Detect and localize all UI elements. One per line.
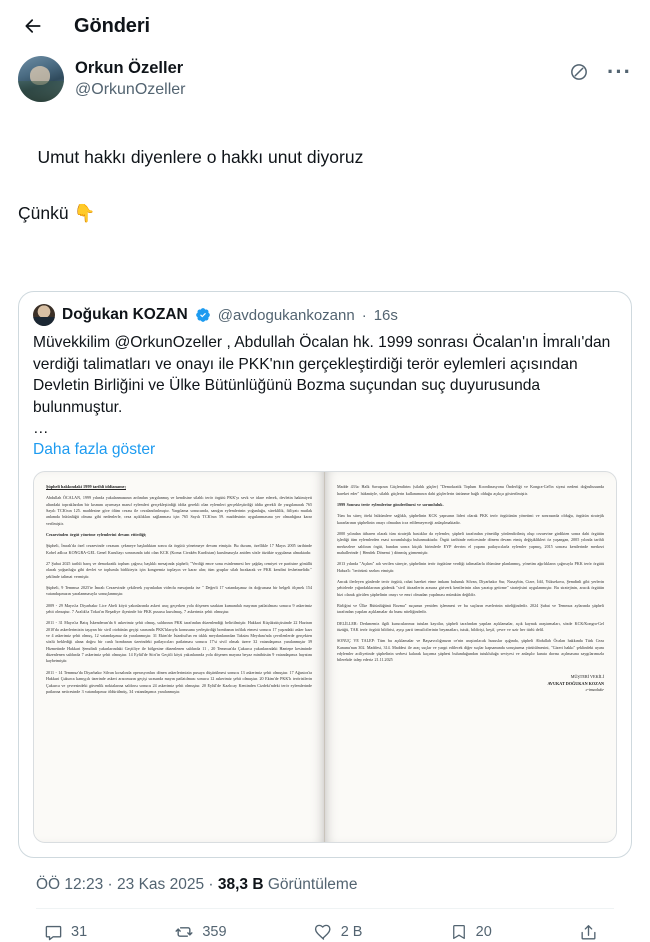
quoted-tweet-text: Müvekkilim @OrkunOzeller , Abdullah Öcalan hk. 1999 sonrası Öcalan'ın İmralı'dan verdiği talimatları ve onayı ile PKK'nın gerçekleştirdiği terör eylemleri açısından Devletin Birliğini ve Ülke Bütünlüğünü Bozma suçundan suç duyurusunda bulunmuştur. — [33, 334, 611, 416]
document-signature-esign: e-imzalıdır — [585, 687, 604, 693]
document-right-paragraph: Madde 43'üc Halk Savaşının Güçlendirim (silahlı güçler) "Demokratik Toplum Koordinasyonu Önderliği ve Kongra-Gel'in siyasi nedeni doğrultusunda hareket eder" hükmüyle, silahlı güçlerin kullanımının dahi güçlerlerin üstünme bağlı olduğu açıkça gösterilmiştir. — [337, 484, 604, 496]
document-left-paragraph: Şüpheli, 9 Temmuz 2025'te İmralı Cezaevinde çekilerek yayınladan videolu mesajında ise " Değerli 17 vatandaşımız öz doğrusuna bir belgeli ölçmek 154 vatandaşımızın yaralanmasıyla sonuçlanmıştır. — [46, 585, 312, 597]
document-left-paragraph: Cezaevinden örgüt yönetme eylemlerini devam ettirdiği; — [46, 531, 147, 537]
author-handle[interactable]: @OrkunOzeller — [75, 81, 186, 99]
views-label: Görüntüleme — [267, 876, 358, 894]
document-left-title: Şüpheli hakkındaki 1999 tarihli iddianame; — [46, 484, 126, 490]
tweet-text — [18, 120, 632, 275]
tweet-time: ÖÖ 12:23 — [36, 876, 104, 894]
page-title: Gönderi — [74, 14, 150, 37]
document-left-paragraph: 27 Şubat 2025 tarihli barış ve demokratik toplum çağrısı; başlıklı mesajında şüpheli; "Verdiği emre sonu esinlenmesi her çağdaş cemiyet ve partisine gönüllü olarak yoğunluğu gibi devlet ve toplumla birlikteyiz için kongremiz toplayın ve karar alın; tüm gruplar silah bırakarak ve PKK kendini feshetmelidir." şeklinde talimat vermiştir. — [46, 561, 312, 579]
document-page-right — [325, 472, 616, 842]
comment-icon — [44, 923, 63, 942]
author-names — [75, 56, 558, 101]
document-signature-label: MÜŞTERİ VEKİLİ — [570, 673, 604, 679]
document-section-heading: SONUÇ VE TALEP — [337, 638, 374, 644]
document-right-paragraph: 2013 yılında "Açılım" adı verilen süreçte, şüphelinin terör örgütüne verdiği talimatlarla ölümüne planlanmış, yönetim ağırlıkların çağrısıyla PKK terör örgütü Habza'lı "terörünü sezlım etmiştir. — [337, 561, 604, 573]
document-signature — [337, 674, 604, 694]
quoted-avatar[interactable] — [33, 304, 55, 326]
verified-badge-icon — [195, 307, 211, 323]
top-bar — [0, 0, 650, 52]
tweet-meta — [18, 858, 632, 894]
meta-separator-1: · — [107, 876, 113, 894]
quoted-separator: · — [361, 306, 367, 324]
tweet-text-line2: Çünkü 👇 — [18, 202, 96, 223]
document-left-paragraph: Abdullah ÖCALAN, 1999 yılında yakalanmasının ardından yargılanmış ve kendisine silahlı terör örgütü PKK'yı sevk ve idare ederek, devletin hakimiyeti altındaki topraklardan bir kısmını ayırmaya maruf eylemleri gerçekleştirdiği iddia gerekli olan eylemleri gerçekleştirdiği iddia gerekli ile yargılanarak 765 Sayılı TCK'nın 125. maddesine göre ölüm cezası ile cezalandırılmıştır. Yargılama sonucunda, sanığın eylemlerinin yoğunluğu, süreklilik, fiiliyatı mutlak anlamda bütünlüğü olması gibi nedenlerle, ceza açıklıkları sağlanması için 765 Sayılı TCK'nın 59. maddesinin uygulanmasına yer olmadığına karar verilmiştir. — [46, 495, 312, 526]
bookmark-count: 20 — [475, 924, 492, 941]
document-section-text: : Derkmemiz ilgili kurucularımız tutulan kayıtlar, şüpheli tarafından yapılan açıklamalar, açık kaynak araştırmaları, sözde KCK/Kongra-Gel tüzüğü, TAK terör örgütü bildirisi, ayışı parti temsilcilerinin beyanatları, tutuk, bildirişi, keşif, çevre ve uzir her türlü delil. — [337, 620, 604, 633]
bookmark-button[interactable] — [450, 923, 492, 941]
quoted-handle[interactable]: @avdogukankozann — [217, 306, 355, 324]
tweet-text-line1: Umut hakkı diyenlere o hakkı unut diyoruz — [37, 146, 364, 167]
author-display-name[interactable]: Orkun Özeller — [75, 59, 184, 77]
document-section-text: : Tüm bu açıklamalar ve Başsavcılığınızın ce'nin araştırılacak hususlar ışığında, şüpheli Abdullah Öcalan hakkında Türk Ceza Kanunu'nun 302. Maddesi, 314. Maddesi ile araç suçlar ve yargıt edilecek diğer suçlar kapsamında soruşturma yürütülmesini, "Gizeri hakkı" şeklindeki uyanı edylemler aciliyetinde şüphelinin serbest kalarak kaçırma şüphesi bulunduğundan tutukluluğa seviyesi ve anlaşılır kanıta davası açılmasına saygılarımızla bilerekde talep ederiz 21.11.2025 — [337, 638, 604, 663]
meta-separator-2: · — [208, 876, 214, 894]
back-button[interactable] — [18, 11, 48, 41]
like-button[interactable] — [314, 923, 363, 942]
document-left-paragraph: Şüpheli, İmralı'da özel cezaevinde cezasını çekmeye başladıktan sonra da örgütü yönetmeye devam etmiştir. Bu durum, özellikle 17 Mayıs 2005 tarihinde Kobel adlıca KONGRA-GEL Genel Kurultayı sonrasında tabi olan KCK (Koma Civakên Kurdistan) kurulmasıyla aniden sözle tüzükte uygulama almaktadır. — [46, 543, 312, 555]
tweet-header-actions — [569, 56, 632, 82]
grok-icon[interactable] — [569, 62, 589, 82]
repost-button[interactable] — [174, 922, 226, 942]
document-left-paragraph: 2009 - 29 Mayıs'ta Diyarbakır Lice Abeli köyü yakınlarında askeri araç geçerken yola döşenen uzaktan kumandalı mayının patlatılması sonucu 9 askerimiz şehit olmuştur. 7 Aralık'ta Tokat'ın Reşadiye ilçesinde bir PKK pususu kurulmuş, 7 askerimiz şehit olmuştur. — [46, 602, 312, 615]
author-row — [18, 52, 632, 102]
document-image[interactable] — [33, 471, 617, 843]
quoted-tweet-header — [19, 292, 631, 326]
arrow-left-icon — [23, 16, 43, 36]
like-count: 2 B — [340, 924, 363, 941]
heart-icon — [314, 923, 333, 942]
reply-count: 31 — [71, 924, 88, 941]
avatar[interactable] — [18, 56, 64, 102]
quoted-tweet-card[interactable] — [18, 291, 632, 858]
document-right-paragraph: Birliğini ve Ülke Bütünlüğünü Bozma" suçunun yeniden işlenmesi ve bu suçların eserlerinin niteliğindedir. 2024 Şubat ve Temmuz aylarında şüpheli tarafından yapılan açıklamalar da bunu niteliğindedir. — [337, 603, 604, 615]
document-page-left — [34, 472, 325, 842]
share-icon — [579, 923, 598, 942]
document-section-heading: DELİLLER — [337, 620, 357, 626]
quoted-timestamp: 16s — [373, 306, 398, 324]
document-left-paragraph: 2011 - 14 Temmuz'da Diyarbakır Silvan kırsalında operasyonları dönen askerlerimizin pusuya düşürülmesi sonucu 13 askerimiz şehit olmuştur. 17 Ağustos'ta Hakkari Çukurca kanışçılı üzerinde askeri aracımızın geçişi sırasında mayın patlatılması sonucu 12 askerimiz şehit olmuştur. 20 Ekim'de PKK'lı teröristlerin Çukurca ve çevresindeki güvenlik noktalarına saldırısı sonucu 24 askerimiz şehit olmuştur. 20 Eylül'de Kazlıcay Kentinden Cizdeki'ndeki terör eylemlerinde patlarına neticesinde 3 vatandaşımız öldürülmüş, 34 vatandaşımız yaralanmıştır. — [46, 669, 312, 694]
more-options-icon[interactable]: ··· — [607, 59, 632, 84]
document-right-paragraph: 1999 Sonrası terör eylemlerine gönderilmesi ve sorumluluk. — [337, 501, 444, 507]
document-left-paragraph: 2011 - 31 Mayıs'ta Batış İskenderun'da 6 askerimiz şehit olmuş, saldırının PKK tarafından düzenlendiği belirtilmiştir. Hakkari Küçüksütçüsünde 22 Haziran 2010'da askerlerimizin taşıyan bir sivil otobüsün geçişi sırasında PKK'lılarıyla konusuna yerleştirdiği bombanın infilak etmesi sonucu 17 yaşındaki asker kazı ve 4 askerimiz şehit olmuş, 12 vatandaşımız da yaralanmıştır. 31 Ekim'de İstanbul'un en tıklık meydanlarından Taksim Meydanı'nda çevrilenlerde gerçekten sözlü beklediği alana doğru bir canlı bombanın üzerindeki patlayıcıları patlatması sonucu 17'si sivil olmak üzere 32 vatandaşımız yaralanmıştır 39 Hizmetinde Hakkari Şemdinli yakınlarındaki Geçitliye ile bölgesine düzenlenen saldırıda 11 , 20 Temmuz'da Çukurca yakınlarındaki Hantepe kesiminde düzenlenen saldırıda 7 askerimiz şehit olmuştur. 14 Eylül'de Siirt'in Geçitli köyü yakınlarında yola döşenen mayına beyaz minibüsün 9 vatandaşımız hayatını kaybetmiştir. — [46, 620, 312, 664]
quoted-display-name[interactable]: Doğukan KOZAN — [62, 306, 188, 324]
bookmark-icon — [450, 923, 468, 941]
tweet-date: 23 Kas 2025 — [117, 876, 205, 894]
document-signature-name: AVUKAT DOĞUKAN KOZAN — [547, 680, 604, 686]
document-right-paragraph: Tüm bu süreç öteki hükümlere sağlıklı, şüphelinin KCK yapısının lideri olarak PKK terör örgütünün yönetimi ve sonrasında olduğu, örgütün stratejik kararlarının şüphelinin onayı olmadan icra edilemeyeceği anlaşılmaktadır. — [337, 513, 604, 525]
reply-button[interactable] — [44, 923, 87, 942]
quoted-text-ellipsis: … — [33, 420, 50, 438]
show-more-link[interactable]: Daha fazla göster — [33, 441, 156, 459]
action-bar — [18, 909, 632, 942]
document-right-paragraph: Ancak ilerleyen günlerde terör örgütü, rahat hareket etme imkanı bulunuk Silvan, Diyarbakır Sur, Nusaybin, Cizre, İdil, Yüksekova, Şemdinli gibi yerlerin şehirlerde yığındaklarının güdenik "sivil itiraatlerin arasına giriverk kentlerinin alan yaratıp getirme" stratejisini uygulanmıştır. Bu stratejinin, aracık örgütün bizi olarak görülen şüphelinin onayı ve emri olmadan yapılması mümkün değildir. — [337, 579, 604, 597]
share-button[interactable] — [579, 923, 606, 942]
retweet-icon — [174, 922, 194, 942]
repost-count: 359 — [202, 924, 227, 941]
tweet-container — [0, 52, 650, 942]
views-count: 38,3 B — [217, 876, 264, 894]
document-right-paragraph: 2000 yılından itibaren olarak tüm stratejik bastıklar da eylemler, şüpheli tarafından yönetilip yönlendirilmiş olup cezaevine girdikten sonra dahi örgütün işlediği tüm eylemlerden esasi sorumluluğu bulunmaktadır. Örgüt tarihinde neticesinde dönem devam etmiş değişiklikleri öz yaşangan, 2005 yılında tarihli merkezlere saldıran örgüt, bundan sonra küçük birimlerle EYP devrim el yapımı patlayıcılarla eylemler yapmış, 2015 sonrası kentlerinde merkezi mahallerinde ( Hendek Dönemi ) dönmüş girmemiştir. — [337, 530, 604, 556]
